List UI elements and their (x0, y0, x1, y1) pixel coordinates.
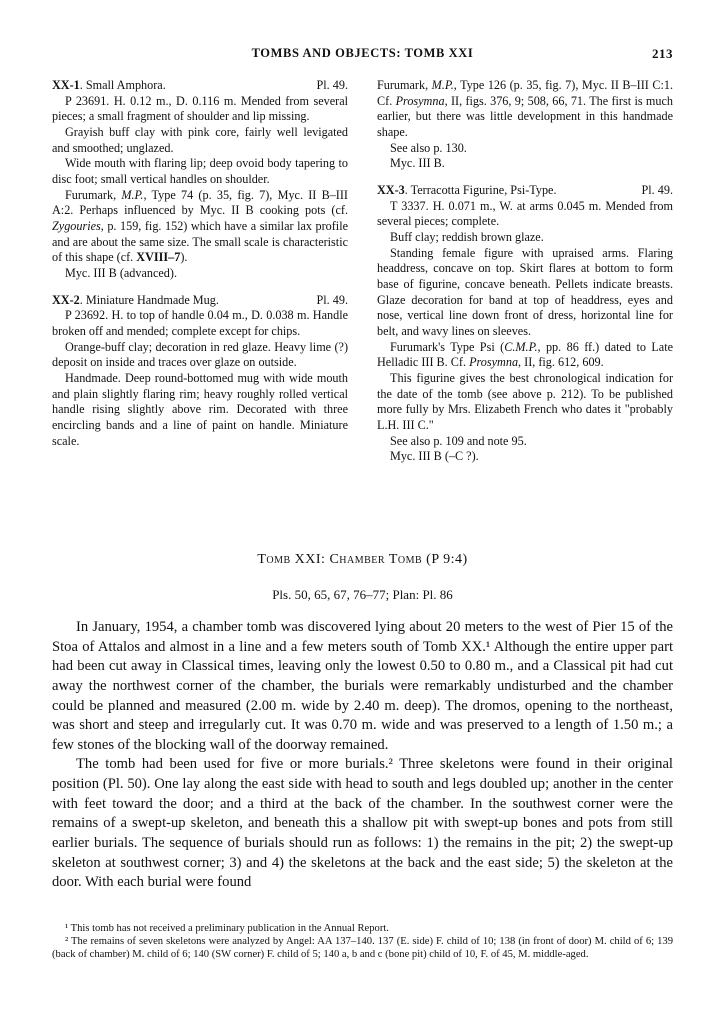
catalog-entry-title: Miniature Handmade Mug. (85, 292, 219, 307)
catalog-entry-paragraph: Myc. III B (advanced). (65, 266, 178, 281)
catalog-entry-heading: XX-3. Terracotta Figurine, Psi-Type. Pl. 49. (377, 183, 673, 198)
section-heading: Tomb XXI: Chamber Tomb (P 9:4) (257, 552, 468, 567)
catalog-entry-paragraph: Handmade. Deep round-bottomed mug with wide mouth and plain slightly flaring rim; heavy roughly rolled vertical handle rising slightly above rim. Decorated with three encircling bands and a line of paint on handle. Miniature scale. (52, 371, 348, 448)
catalog-entry-title: Terracotta Figurine, Psi-Type. (410, 183, 557, 198)
catalog-entry-plate: Pl. 49. (316, 292, 348, 307)
catalog-entry-id: XX-1 (52, 78, 80, 92)
catalog-entry-paragraph: Furumark, M.P., Type 74 (p. 35, fig. 7), Myc. II B–III A:2. Perhaps influenced by Myc. II B cooking pots (cf. Zygouries, p. 159, fig. 152) which have a similar lax profile and are about the same size. The small scale is characteristic of this shape (cf. XVIII–7). (52, 187, 348, 265)
catalog-entry-paragraph: Furumark, M.P., Type 126 (p. 35, fig. 7), Myc. II B–III C:1. Cf. Prosymna, II, figs. 376, 9; 508, 66, 71. The first is much earlier, but there was little development in this handmade shape. (377, 78, 673, 140)
footnotes (52, 922, 673, 961)
catalog-entry-paragraph: Grayish buff clay with pink core, fairly well levigated and smoothed; unglazed. (52, 125, 348, 155)
catalog-column-right (377, 78, 673, 465)
catalog-entry-paragraph: Buff clay; reddish brown glaze. (390, 230, 544, 245)
catalog-entry-paragraph: Orange-buff clay; decoration in red glaze. Heavy lime (?) deposit on inside and traces over glaze on outside. (52, 339, 348, 370)
catalog-entry-paragraph: P 23692. H. to top of handle 0.04 m., D. 0.038 m. Handle broken off and mended; complete except for chips. (52, 308, 348, 339)
catalog-entry (52, 78, 348, 282)
catalog-entry-paragraph: See also p. 130. (390, 140, 467, 155)
catalog-entry-paragraph: Furumark's Type Psi (C.M.P., pp. 86 ff.) dated to Late Helladic III B. Cf. Prosymna, II, fig. 612, 609. (377, 339, 673, 370)
footnote: ² The remains of seven skeletons were analyzed by Angel: AA 137–140. 137 (E. side) F. child of 10; 138 (in front of door) M. child of 6; 139 (back of chamber) M. child of 6; 140 (SW corner) F. child of 5; 140 a, b and c (bone pit) child of 10, F. of 45, M. middle-aged. (52, 936, 673, 961)
catalog-entry-plate: Pl. 49. (316, 78, 348, 92)
catalog-entry-continuation (377, 78, 673, 172)
catalog-columns (52, 78, 673, 465)
catalog-entry-paragraph: P 23691. H. 0.12 m., D. 0.116 m. Mended from several pieces; a small fragment of shoulder and lip missing. (52, 93, 348, 124)
catalog-entry-paragraph: Myc. III B (–C ?). (390, 449, 479, 464)
catalog-entry-paragraph: See also p. 109 and note 95. (390, 433, 527, 448)
running-head-title: TOMBS AND OBJECTS: TOMB XXI (251, 46, 474, 60)
catalog-entry-heading: XX-2. Miniature Handmade Mug. Pl. 49. (52, 292, 348, 307)
catalog-column-left (52, 78, 348, 465)
catalog-entry (52, 293, 348, 450)
section-body (52, 618, 673, 893)
catalog-entry-paragraph: Standing female figure with upraised arms. Flaring headdress, concave on top. Skirt flares at bottom to form base of figurine, concave beneath. Pellets indicate breasts. Glaze decoration for band at top of headdress, eyes and nose, vertical line down front of dress, horizontal line for belt, and wavy lines on sleeves. (377, 245, 673, 339)
catalog-entry-plate: Pl. 49. (641, 183, 673, 198)
catalog-entry-paragraph: Wide mouth with flaring lip; deep ovoid body tapering to disc foot; small vertical handles on shoulder. (52, 156, 348, 187)
catalog-entry-paragraph: This figurine gives the best chronological indication for the date of the tomb (see above p. 212). To be published more fully by Mrs. Elizabeth French who dates it "probably L.H. III C." (377, 371, 673, 433)
catalog-entry-id: XX-3 (377, 183, 405, 198)
catalog-entry-paragraph: Myc. III B. (390, 156, 445, 171)
section-subheading: Pls. 50, 65, 67, 76–77; Plan: Pl. 86 (272, 587, 453, 602)
body-paragraph: The tomb had been used for five or more burials.² Three skeletons were found in their original position (Pl. 50). One lay along the east side with head to south and legs doubled up; another in the center with feet toward the door; and a third at the back of the chamber. In the southwest corner were the remains of a swept-up skeleton, and beneath this a shallow pit with swept-up bones and pots from still earlier burials. The sequence of burials should run as follows: 1) the remains in the pit; 2) the swept-up skeleton at southwest corner; 3) and 4) the skeletons at the back and the east side; 5) the skeleton at the door. With each burial were found (52, 756, 673, 891)
catalog-entry-id: XX-2 (52, 292, 80, 307)
catalog-entry-title: Small Amphora. (85, 78, 166, 92)
footnote: ¹ This tomb has not received a preliminary publication in the Annual Report. (65, 923, 389, 934)
catalog-entry-heading: XX-1. Small Amphora. Pl. 49. (52, 78, 348, 92)
running-head (52, 46, 673, 61)
body-paragraph: In January, 1954, a chamber tomb was discovered lying about 20 meters to the west of Pier 15 of the Stoa of Attalos and almost in a line and a few meters south of Tomb XX.¹ Although the entire upper part had been cut away in Classical times, leaving only the lowest 0.50 to 0.80 m., and a Classical pit had cut away the northwest corner of the chamber, the burials were remarkably undisturbed and the chamber could be planned and measured (2.00 m. wide by 2.40 m. deep). The dromos, opening to the northeast, was short and steep and irregularly cut. It was 0.70 m. wide and was preserved to a length of 1.50 m.; a few stones of the blocking wall of the doorway remained. (52, 619, 673, 753)
catalog-entry-paragraph: T 3337. H. 0.071 m., W. at arms 0.045 m. Mended from several pieces; complete. (377, 198, 673, 229)
page-number: 213 (652, 46, 673, 61)
catalog-entry (377, 183, 673, 465)
